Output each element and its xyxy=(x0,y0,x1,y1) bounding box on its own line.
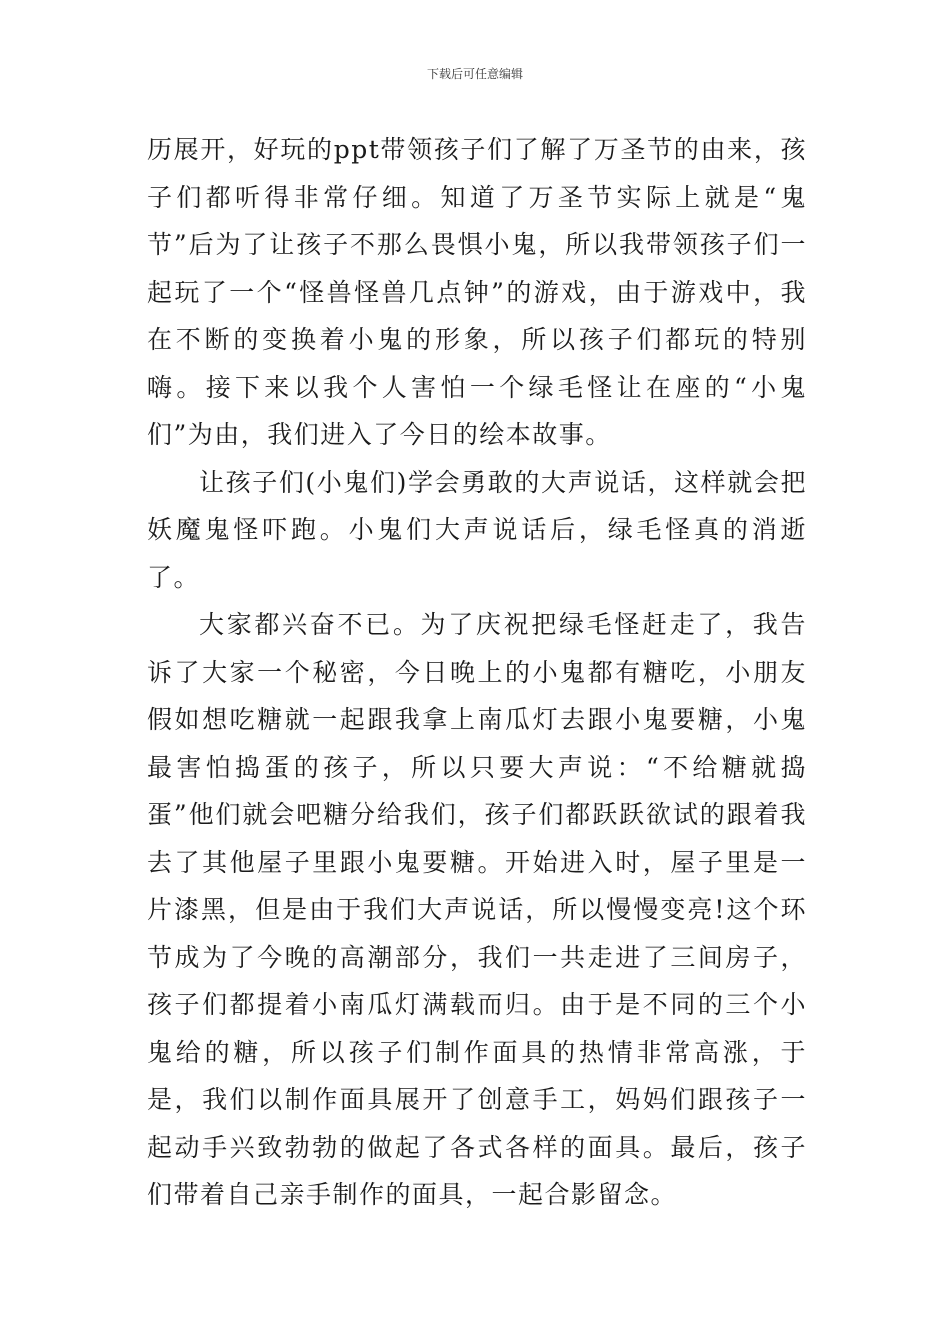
page-header: 下载后可任意编辑 xyxy=(426,67,523,81)
document-body xyxy=(147,126,807,1219)
paragraph-2: 让孩子们(小鬼们)学会勇敢的大声说话，这样就会把妖魔鬼怪吓跑。小鬼们大声说话后，绿毛怪真的消逝了。 xyxy=(147,467,807,592)
paragraph-3: 大家都兴奋不已。为了庆祝把绿毛怪赶走了，我告诉了大家一个秘密，今日晚上的小鬼都有糖吃，小朋友假如想吃糖就一起跟我拿上南瓜灯去跟小鬼要糖，小鬼最害怕捣蛋的孩子，所以只要大声说：“不给糖就捣蛋”他们就会吧糖分给我们，孩子们都跃跃欲试的跟着我去了其他屋子里跟小鬼要糖。开始进入时，屋子里是一片漆黑，但是由于我们大声说话，所以慢慢变亮!这个环节成为了今晚的高潮部分，我们一共走进了三间房子，孩子们都提着小南瓜灯满载而归。由于是不同的三个小鬼给的糖，所以孩子们制作面具的热情非常高涨，于是，我们以制作面具展开了创意手工，妈妈们跟孩子一起动手兴致勃勃的做起了各式各样的面具。最后，孩子们带着自己亲手制作的面具，一起合影留念。 xyxy=(147,610,807,1209)
paragraph-1: 历展开，好玩的ppt带领孩子们了解了万圣节的由来，孩子们都听得非常仔细。知道了万圣节实际上就是“鬼节”后为了让孩子不那么畏惧小鬼，所以我带领孩子们一起玩了一个“怪兽怪兽几点钟”的游戏，由于游戏中，我在不断的变换着小鬼的形象，所以孩子们都玩的特别嗨。接下来以我个人害怕一个绿毛怪让在座的“小鬼们”为由，我们进入了今日的绘本故事。 xyxy=(147,135,807,449)
